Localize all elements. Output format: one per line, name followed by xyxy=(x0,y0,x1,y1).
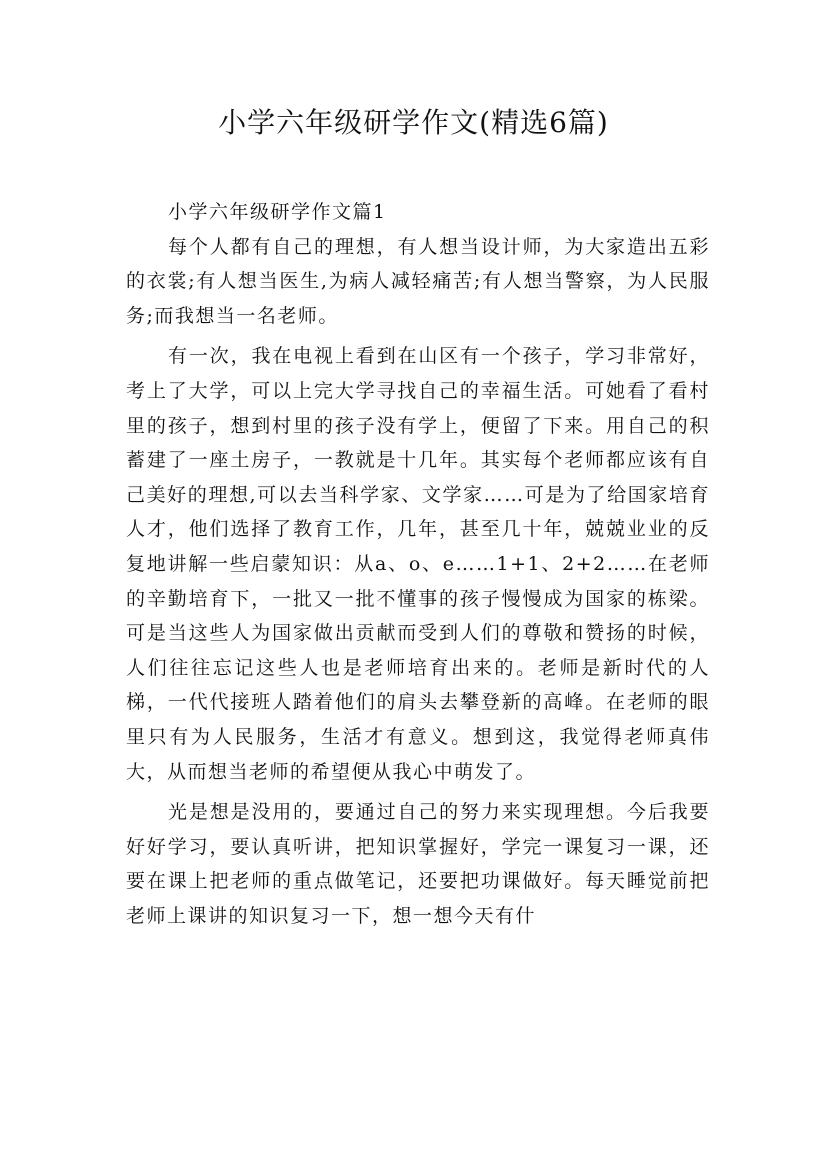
document-body xyxy=(126,195,710,933)
paragraph: 光是想是没用的，要通过自己的努力来实现理想。今后我要好好学习，要认真听讲，把知识掌握好，学完一课复习一课，还要在课上把老师的重点做笔记，还要把功课做好。每天睡觉前把老师上课讲的知识复习一下，想一想今天有什 xyxy=(126,801,710,927)
paragraph: 有一次，我在电视上看到在山区有一个孩子，学习非常好，考上了大学，可以上完大学寻找自己的幸福生活。可她看了看村里的孩子，想到村里的孩子没有学上，便留了下来。用自己的积蓄建了一座土房子，一教就是十几年。其实每个老师都应该有自己美好的理想,可以去当科学家、文学家……可是为了给国家培育人才，他们选择了教育工作，几年，甚至几十年，兢兢业业的反复地讲解一些启蒙知识：从a、o、e……1+1、2+2……在老师的辛勤培育下，一批又一批不懂事的孩子慢慢成为国家的栋梁。可是当这些人为国家做出贡献而受到人们的尊敬和赞扬的时候，人们往往忘记这些人也是老师培育出来的。老师是新时代的人梯，一代代接班人踏着他们的肩头去攀登新的高峰。在老师的眼里只有为人民服务，生活才有意义。想到这，我觉得老师真伟大，从而想当老师的希望便从我心中萌发了。 xyxy=(126,345,710,783)
section-heading: 小学六年级研学作文篇1 xyxy=(168,201,387,223)
document-title: 小学六年级研学作文(精选6篇) xyxy=(218,106,609,139)
paragraph: 每个人都有自己的理想，有人想当设计师，为大家造出五彩的衣裳;有人想当医生,为病人减轻痛苦;有人想当警察，为人民服务;而我想当一名老师。 xyxy=(126,235,710,327)
